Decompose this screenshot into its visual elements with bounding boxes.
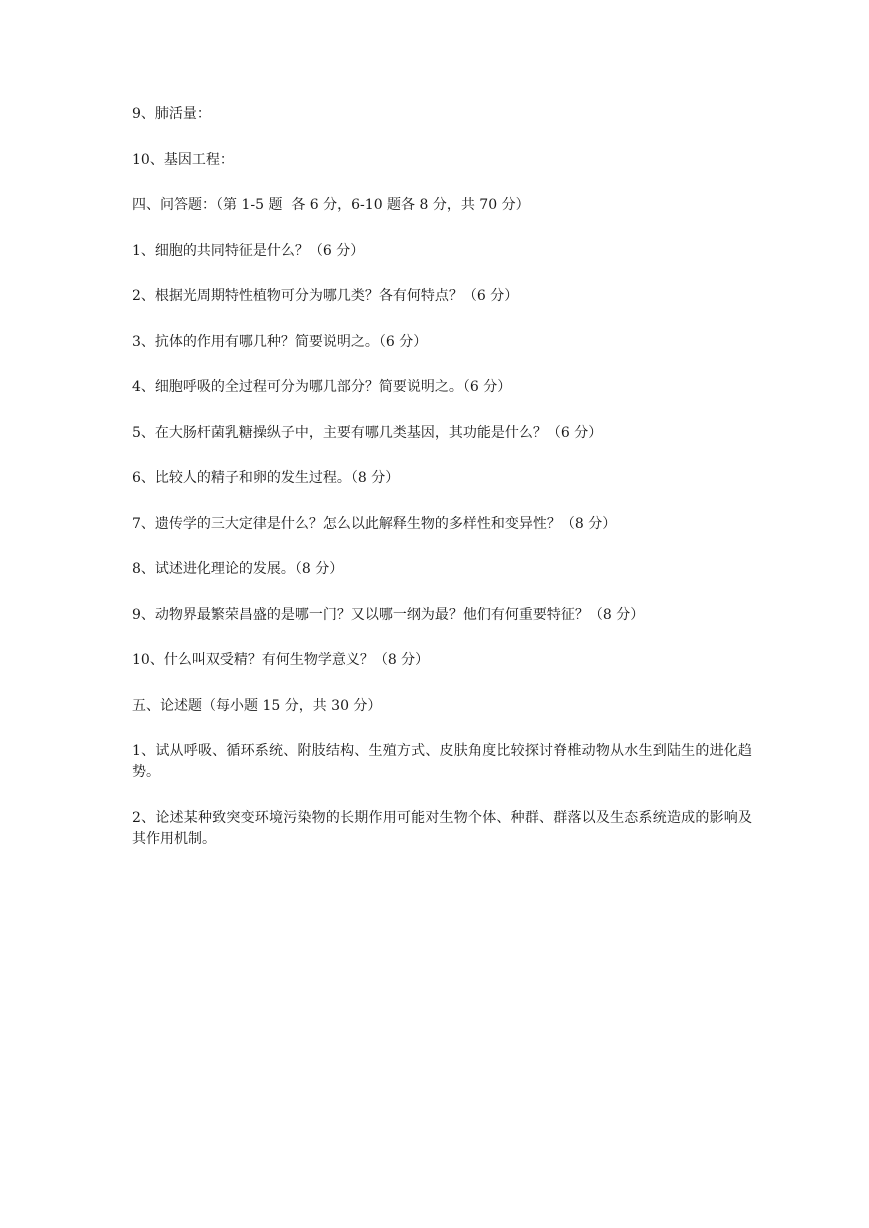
section-heading-qa: 四、问答题：（第 1-5 题 各 6 分，6-10 题各 8 分，共 70 分） <box>132 197 530 213</box>
essay-question-2: 2、论述某种致突变环境污染物的长期作用可能对生物个体、种群、群落以及生态系统造成的影响及其作用机制。 <box>132 809 752 847</box>
essay-question-1: 1、试从呼吸、循环系统、附肢结构、生殖方式、皮肤角度比较探讨脊椎动物从水生到陆生的进化趋势。 <box>132 743 752 780</box>
qa-question-1: 1、细胞的共同特征是什么？（6 分） <box>132 242 365 259</box>
section-heading-essay: 五、论述题（每小题 15 分，共 30 分） <box>132 697 382 714</box>
qa-question-6: 6、比较人的精子和卵的发生过程。（8 分） <box>132 470 400 486</box>
qa-question-5: 5、在大肠杆菌乳糖操纵子中，主要有哪几类基因，其功能是什么？（6 分） <box>132 424 603 441</box>
qa-question-8: 8、试述进化理论的发展。（8 分） <box>132 561 344 577</box>
qa-question-2: 2、根据光周期特性植物可分为哪几类？各有何特点？（6 分） <box>132 288 519 304</box>
qa-question-3: 3、抗体的作用有哪几种？简要说明之。（6 分） <box>132 333 428 350</box>
qa-question-4: 4、细胞呼吸的全过程可分为哪几部分？简要说明之。（6 分） <box>132 379 512 395</box>
qa-question-10: 10、什么叫双受精？有何生物学意义？（8 分） <box>132 652 430 668</box>
definition-item-10: 10、基因工程： <box>132 151 234 168</box>
qa-question-9: 9、动物界最繁荣昌盛的是哪一门？又以哪一纲为最？他们有何重要特征？（8 分） <box>132 606 645 623</box>
qa-question-7: 7、遗传学的三大定律是什么？怎么以此解释生物的多样性和变异性？（8 分） <box>132 515 617 532</box>
definition-item-9: 9、肺活量： <box>132 106 211 122</box>
document-page <box>132 104 752 874</box>
